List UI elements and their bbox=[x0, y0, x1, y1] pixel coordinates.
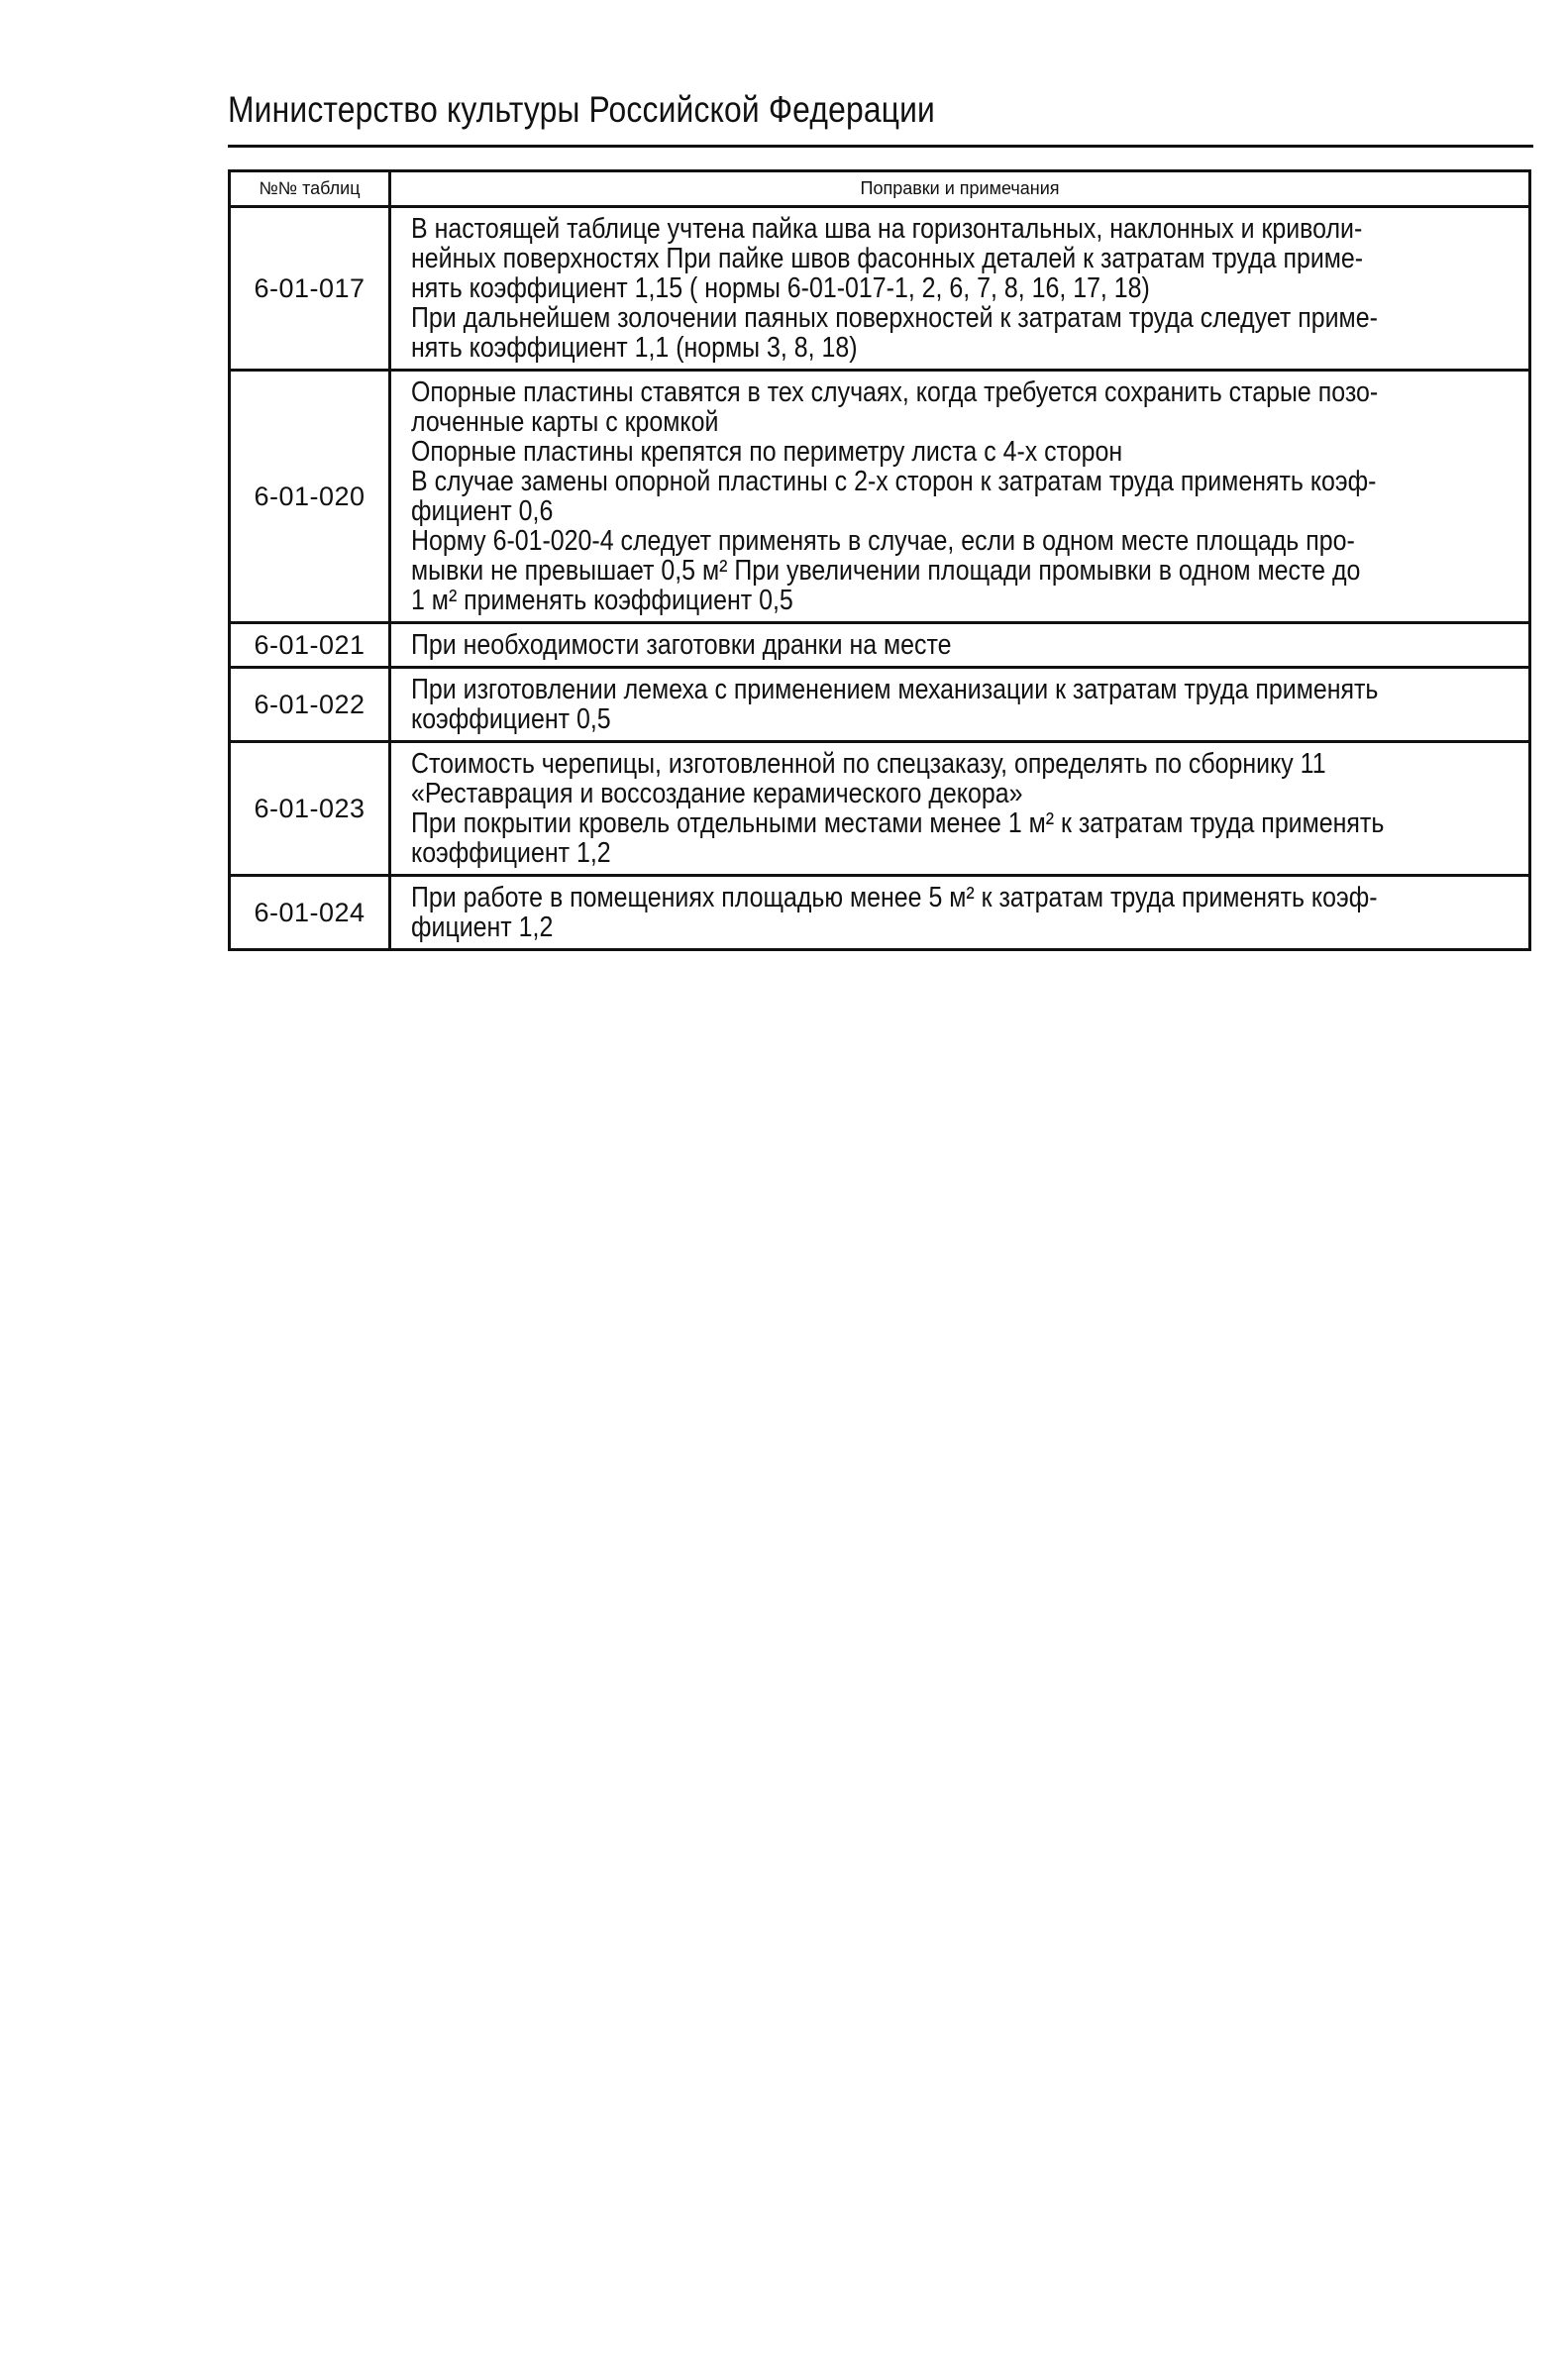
table-number-cell: 6-01-021 bbox=[230, 623, 390, 668]
table-row bbox=[230, 876, 1530, 950]
note-line: Опорные пластины ставятся в тех случаях, когда требуется сохранить старые позо- bbox=[411, 376, 1379, 408]
note-line: В случае замены опорной пластины с 2-х сторон к затратам труда применять коэф- bbox=[411, 466, 1377, 497]
table-row bbox=[230, 207, 1530, 371]
table-row bbox=[230, 371, 1530, 623]
table-number-cell: 6-01-022 bbox=[230, 668, 390, 742]
note-line: фициент 1,2 bbox=[411, 912, 554, 943]
note-line: нейных поверхностях При пайке швов фасонных деталей к затратам труда приме- bbox=[411, 243, 1364, 274]
note-line: При работе в помещениях площадью менее 5 м² к затратам труда применять коэф- bbox=[411, 882, 1378, 913]
note-line: фициент 0,6 bbox=[411, 495, 554, 527]
table-number-cell: 6-01-020 bbox=[230, 371, 390, 623]
note-cell bbox=[390, 668, 1530, 742]
note-cell bbox=[390, 623, 1530, 668]
note-line: коэффициент 0,5 bbox=[411, 703, 611, 735]
note-cell bbox=[390, 876, 1530, 950]
ministry-title: Министерство культуры Российской Федерации bbox=[228, 89, 936, 130]
note-line: мывки не превышает 0,5 м² При увеличении площади промывки в одном месте до bbox=[411, 555, 1361, 587]
table-number-cell: 6-01-023 bbox=[230, 742, 390, 876]
note-line: лоченные карты с кромкой bbox=[411, 406, 719, 438]
table-body bbox=[230, 207, 1530, 950]
note-line: Норму 6-01-020-4 следует применять в случае, если в одном месте площадь про- bbox=[411, 525, 1355, 557]
table-row bbox=[230, 742, 1530, 876]
column-header-notes: Поправки и примечания bbox=[390, 171, 1530, 207]
header-rule bbox=[228, 145, 1533, 148]
table-number-cell: 6-01-024 bbox=[230, 876, 390, 950]
table-head bbox=[230, 171, 1530, 207]
header-row bbox=[230, 171, 1530, 207]
note-line: нять коэффициент 1,15 ( нормы 6-01-017-1, 2, 6, 7, 8, 16, 17, 18) bbox=[411, 272, 1150, 304]
notes-table bbox=[228, 169, 1531, 951]
note-line: Опорные пластины крепятся по периметру листа с 4-х сторон bbox=[411, 436, 1123, 468]
note-line: При необходимости заготовки дранки на месте bbox=[411, 629, 952, 661]
note-cell bbox=[390, 742, 1530, 876]
note-line: В настоящей таблице учтена пайка шва на горизонтальных, наклонных и криволи- bbox=[411, 213, 1363, 245]
table-row bbox=[230, 623, 1530, 668]
note-line: «Реставрация и воссоздание керамического декора» bbox=[411, 778, 1023, 809]
note-line: При покрытии кровель отдельными местами менее 1 м² к затратам труда применять bbox=[411, 807, 1385, 839]
note-line: нять коэффициент 1,1 (нормы 3, 8, 18) bbox=[411, 332, 858, 364]
note-line: Стоимость черепицы, изготовленной по спецзаказу, определять по сборнику 11 bbox=[411, 748, 1326, 780]
table-number-cell: 6-01-017 bbox=[230, 207, 390, 371]
note-line: При дальнейшем золочении паяных поверхностей к затратам труда следует приме- bbox=[411, 302, 1378, 334]
note-cell bbox=[390, 207, 1530, 371]
table-row bbox=[230, 668, 1530, 742]
note-line: При изготовлении лемеха с применением механизации к затратам труда применять bbox=[411, 674, 1379, 705]
note-cell bbox=[390, 371, 1530, 623]
note-line: 1 м² применять коэффициент 0,5 bbox=[411, 585, 793, 616]
page-header bbox=[228, 87, 1533, 148]
note-line: коэффициент 1,2 bbox=[411, 837, 611, 869]
column-header-numbers: №№ таблиц bbox=[230, 171, 390, 207]
